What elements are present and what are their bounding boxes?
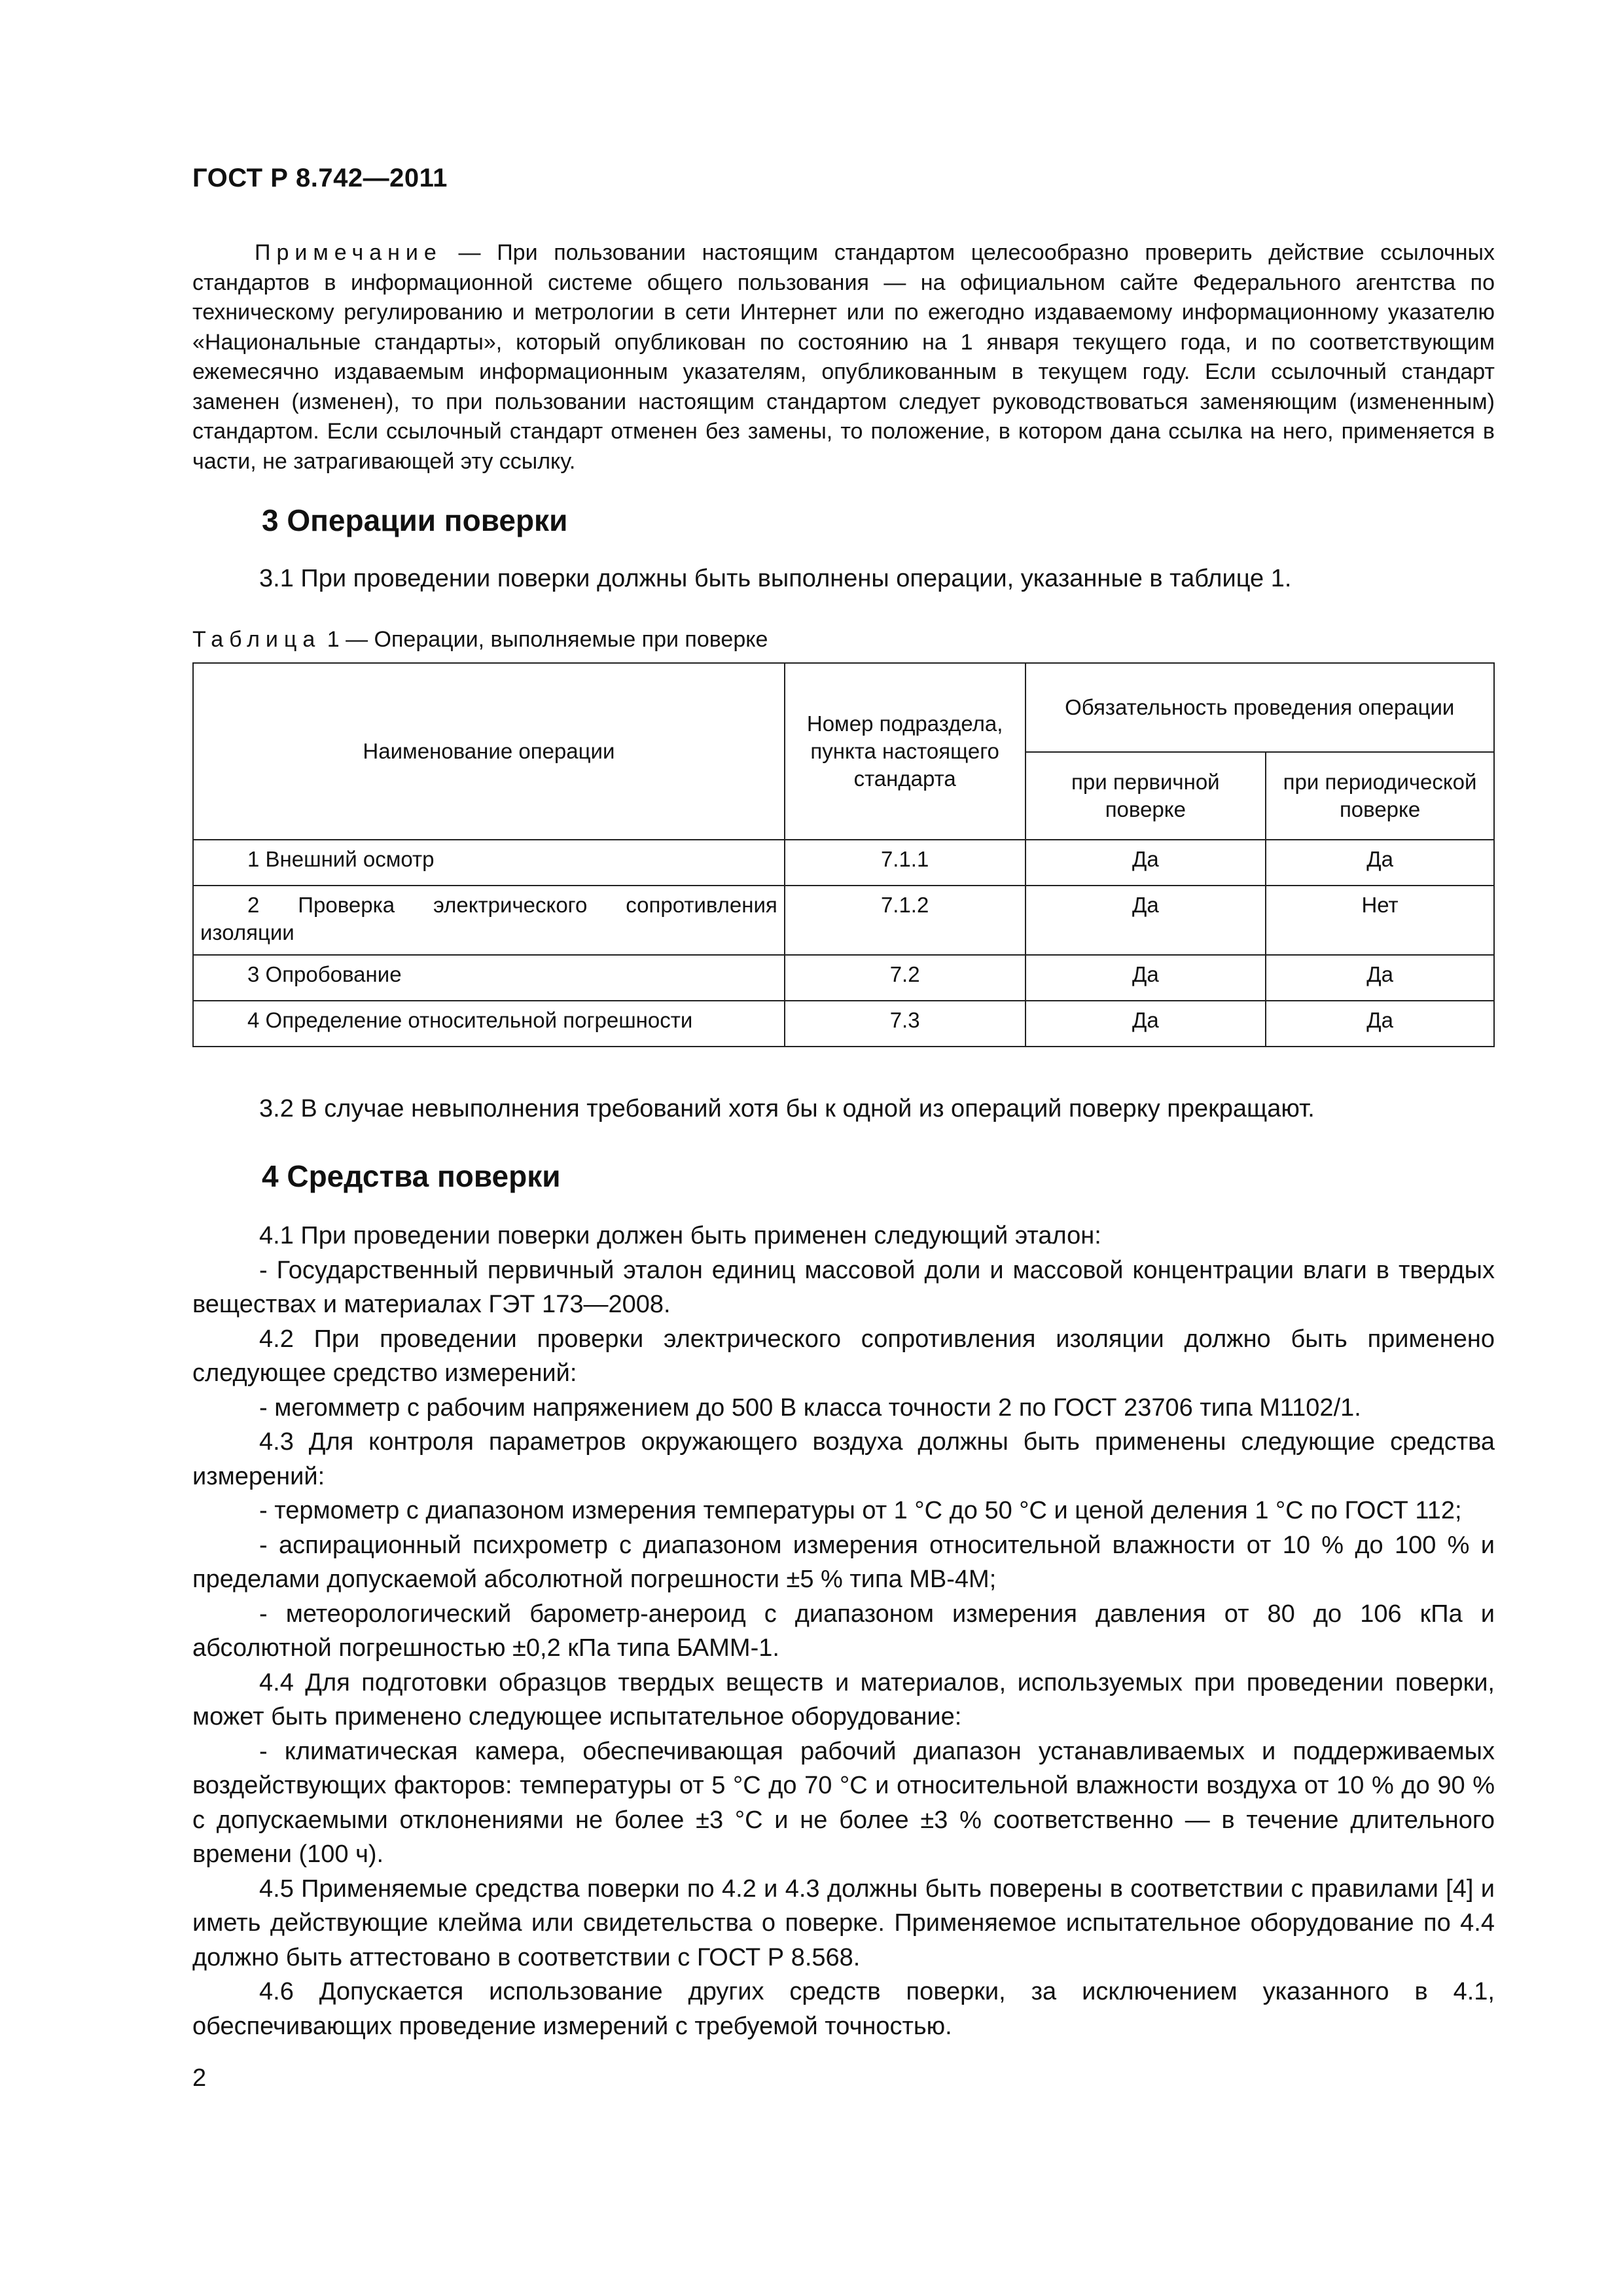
paragraph-3-1 (192, 562, 1495, 596)
table-row (193, 955, 1494, 1001)
th-operation-name: Наименование операции (193, 663, 785, 840)
page-number: 2 (192, 2064, 207, 2092)
th-primary: при первичной поверке (1026, 752, 1266, 840)
cell-section-number: 7.2 (785, 955, 1026, 1001)
paragraph-4-3-item-2: - аспирационный психрометр с диапазоном измерения относительной влажности от 10 % до 100 % и пределами допускаемой абсолютной погрешности ±5 % типа МВ-4М; (192, 1531, 1495, 1593)
section-3-heading: 3 Операции поверки (262, 503, 568, 537)
paragraph-4-3-item-1: - термометр с диапазоном измерения температуры от 1 °С до 50 °С и ценой деления 1 °С по ГОСТ 112; (259, 1497, 1462, 1524)
cell-operation-name: 3 Опробование (193, 955, 785, 1001)
cell-operation-name: 1 Внешний осмотр (193, 840, 785, 886)
section-4-body (192, 1219, 1495, 2043)
table-row (193, 840, 1494, 886)
paragraph-3-2 (192, 1092, 1495, 1126)
paragraph-4-5: 4.5 Применяемые средства поверки по 4.2 и 4.3 должны быть поверены в соответствии с правилами [4] и иметь действующие клейма или свидетельства о поверке. Применяемое испытательное оборудование по 4.4 должно быть аттестовано в соответствии с ГОСТ Р 8.568. (192, 1874, 1495, 1971)
th-section-number: Номер подраздела, пункта настоящего стандарта (785, 663, 1026, 840)
paragraph-4-1: 4.1 При проведении поверки должен быть применен следующий эталон: (259, 1222, 1101, 1249)
table-header-row (193, 663, 1494, 752)
cell-periodic: Да (1266, 1001, 1494, 1047)
table-caption-label: Таблица (192, 627, 321, 652)
cell-periodic: Да (1266, 955, 1494, 1001)
note-label: Примечание (255, 240, 442, 265)
operations-table (192, 662, 1495, 1047)
paragraph-4-4: 4.4 Для подготовки образцов твердых веществ и материалов, используемых при проведении поверки, может быть применено следующее испытательное оборудование: (192, 1668, 1495, 1731)
table-1-caption (192, 627, 768, 653)
cell-section-number: 7.1.2 (785, 886, 1026, 955)
table-row (193, 886, 1494, 955)
section-4-heading: 4 Средства поверки (262, 1159, 561, 1193)
paragraph-4-1-item: - Государственный первичный эталон единиц массовой доли и массовой концентрации влаги в твердых веществах и материалах ГЭТ 173—2008. (192, 1256, 1495, 1318)
note-text: — При пользовании настоящим стандартом целесообразно проверить действие ссылочных стандартов в информационной системе общего пользования — на официальном сайте Федерального агентства по техническому регулированию и метрологии в сети Интернет или по ежегодно издаваемому информационному указателю «Национальные стандарты», который опубликован по состоянию на 1 января текущего года, и по соответствующим ежемесячно издаваемым информационным указателям, опубликованным в текущем году. Если ссылочный стандарт заменен (изменен), то при пользовании настоящим стандартом следует руководствоваться заменяющим (измененным) стандартом. Если ссылочный стандарт отменен без замены, то положение, в котором дана ссылка на него, применяется в части, не затрагивающей эту ссылку. (192, 240, 1495, 474)
cell-primary: Да (1026, 955, 1266, 1001)
paragraph-4-2-item: - мегомметр с рабочим напряжением до 500 В класса точности 2 по ГОСТ 23706 типа М1102/1. (259, 1393, 1361, 1422)
paragraph-4-4-item: - климатическая камера, обеспечивающая рабочий диапазон устанавливаемых и поддерживаемых воздействующих факторов: температуры от 5 °С до 70 °С и относительной влажности воздуха от 10 % до 90 % с допускаемыми отклонениями не более ±3 °С и не более ±3 % соответственно — в течение длительного времени (100 ч). (192, 1737, 1495, 1868)
cell-primary: Да (1026, 840, 1266, 886)
cell-section-number: 7.1.1 (785, 840, 1026, 886)
cell-primary: Да (1026, 1001, 1266, 1047)
cell-operation-name: 2 Проверка электрического сопротивления изоляции (193, 886, 785, 955)
document-header-code: ГОСТ Р 8.742—2011 (192, 164, 448, 192)
cell-periodic: Да (1266, 840, 1494, 886)
th-periodic: при периодической поверке (1266, 752, 1494, 840)
table-caption-text: 1 — Операции, выполняемые при поверке (321, 627, 768, 652)
cell-section-number: 7.3 (785, 1001, 1026, 1047)
paragraph-3-2-text: 3.2 В случае невыполнения требований хотя бы к одной из операций поверку прекращают. (259, 1095, 1315, 1122)
reference-note (192, 238, 1495, 476)
cell-primary: Да (1026, 886, 1266, 955)
cell-periodic: Нет (1266, 886, 1494, 955)
paragraph-4-2: 4.2 При проведении проверки электрического сопротивления изоляции должно быть применено следующее средство измерений: (192, 1325, 1495, 1387)
th-required: Обязательность проведения операции (1026, 663, 1495, 752)
paragraph-3-1-text: 3.1 При проведении поверки должны быть выполнены операции, указанные в таблице 1. (259, 565, 1292, 592)
paragraph-4-3: 4.3 Для контроля параметров окружающего воздуха должны быть применены следующие средства измерений: (192, 1428, 1495, 1490)
paragraph-4-3-item-3: - метеорологический барометр-анероид с диапазоном измерения давления от 80 до 106 кПа и абсолютной погрешностью ±0,2 кПа типа БАММ-1. (192, 1600, 1495, 1662)
table-row (193, 1001, 1494, 1047)
paragraph-4-6: 4.6 Допускается использование других средств поверки, за исключением указанного в 4.1, обеспечивающих проведение измерений с требуемой точностью. (192, 1978, 1495, 2040)
cell-operation-name: 4 Определение относительной погрешности (193, 1001, 785, 1047)
